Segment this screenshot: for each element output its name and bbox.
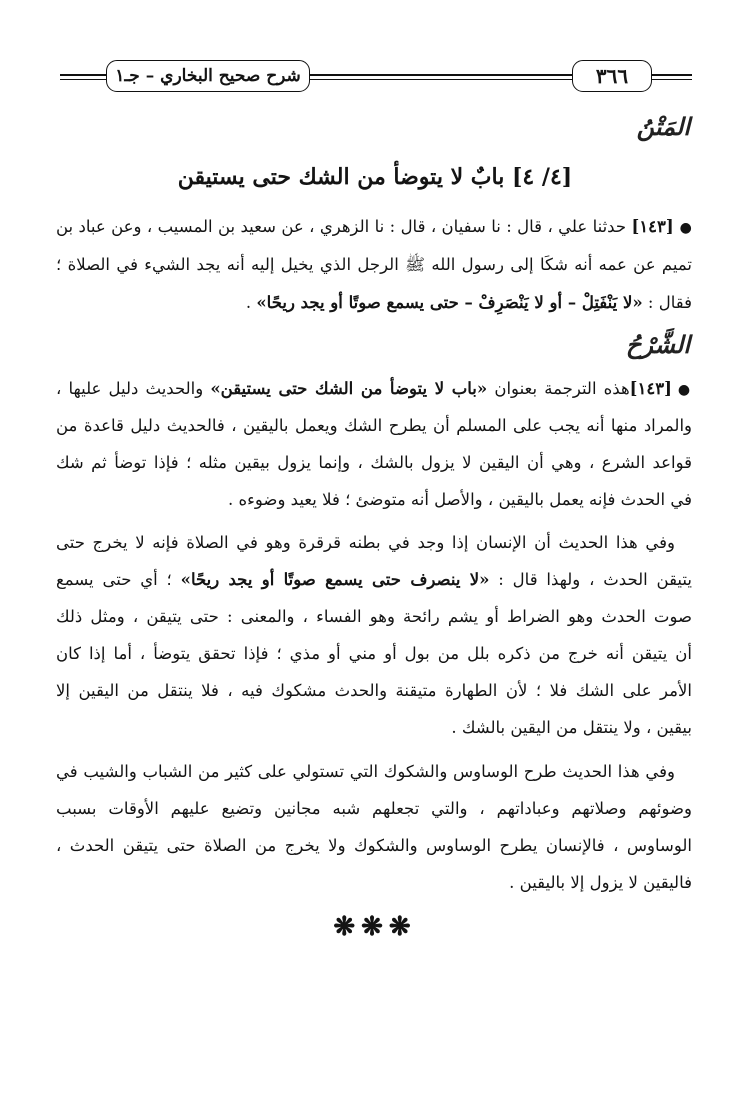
header-rule-right-thin (650, 79, 692, 80)
header-rule-middle (308, 74, 574, 76)
sharh-p3-line-1: وفي هذا الحديث طرح الوساوس والشكوك التي تستولي على كثير من الشباب والشيب في (56, 762, 675, 781)
sharh-p3-line-3: الوساوس ، فالإنسان يطرح الوساوس والشكوك ولا يخرج من الصلاة حتى يتيقن الحدث ، (56, 836, 692, 855)
sharh-p3-line-2: وضوئهم وصلاتهم وعباداتهم ، والتي تجعلهم شبه مجانين وتضيع عليهم الأوقات بسبب (56, 799, 692, 818)
sharh-p2-line-4: أن يتيقن أنه خرج من ذكره بلل من بول أو مني أو مذي ؛ فإذا تحقق يتوضأ ، أما إذا كان (56, 644, 692, 663)
sharh-p1-line-2: والمراد منها أنه يجب على المسلم أن يطرح الشك ويعمل باليقين ، فالحديث دليل قاعدة من (56, 416, 692, 435)
hadith-quote-repeat: «لا ينصرف حتى يسمع صوتًا أو يجد ريحًا» (180, 570, 490, 589)
hadith-line-1: ●[١٤٣] حدثنا علي ، قال : نا سفيان ، قال : نا الزهري ، عن سعيد بن المسيب ، وعن عباد بن (56, 217, 692, 236)
header-rule-left-thin (60, 79, 108, 80)
header-rule-middle-thin (308, 79, 574, 80)
running-header-title: شرح صحيح البخاري – جـ١ (106, 60, 310, 92)
header-rule-left (60, 74, 108, 76)
sharh-number: [١٤٣] (629, 379, 672, 398)
sharh-p2-line-5: الأمر على الشك فلا ؛ لأن الطهارة متيقنة والحدث مشكوك فيه ، فلا ينتقل من اليقين إلا (56, 681, 692, 700)
chapter-title: [٤/ ٤] بابٌ لا يتوضأ من الشك حتى يستيقن (177, 164, 573, 190)
sharh-p1-line-3: قواعد الشرع ، وهي أن اليقين لا يزول بالشك ، وإنما يزول بيقين مثله ؛ فإذا توضأ ثم شك (56, 453, 692, 472)
sharh-heading: الشَّرْحُ (625, 330, 690, 359)
sharh-p1-line-4: في الحدث فإنه يعمل باليقين ، والأصل أنه متوضئ ؛ فلا يعيد وضوءه . (228, 490, 692, 509)
end-ornament: ❋❋❋ (333, 912, 417, 942)
header-rule-right (650, 74, 692, 76)
sharh-p2-line-3: صوت الحدث وهو الضراط أو يشم رائحة وهو الفساء ، والمعنى : حتى يتيقن ، ومثل ذلك (56, 607, 692, 626)
sharh-p3-line-4: فاليقين لا يزول إلا باليقين . (509, 873, 692, 892)
hadith-quote: «لا يَنْفَتِلْ – أو لا يَنْصَرِفْ – حتى يسمع صوتًا أو يجد ريحًا» (256, 293, 643, 312)
bullet-icon: ● (677, 382, 692, 398)
hadith-number: [١٤٣] (631, 217, 674, 236)
bullet-icon: ● (679, 220, 692, 236)
page-number: ٣٦٦ (572, 60, 652, 92)
sharh-p2-line-2: يتيقن الحدث ، ولهذا قال : «لا ينصرف حتى يسمع صوتًا أو يجد ريحًا» ؛ أي حتى يسمع (56, 570, 692, 589)
sharh-p2-line-1: وفي هذا الحديث أن الإنسان إذا وجد في بطنه قرقرة وهو في الصلاة فإنه لا يخرج حتى (56, 533, 675, 552)
matn-heading: المَتْنُ (636, 112, 690, 141)
sharh-p1-line-1: ●[١٤٣]هذه الترجمة بعنوان «باب لا يتوضأ من الشك حتى يستيقن» والحديث دليل عليها ، (56, 379, 692, 398)
hadith-line-3: فقال : «لا يَنْفَتِلْ – أو لا يَنْصَرِفْ – حتى يسمع صوتًا أو يجد ريحًا» . (245, 293, 692, 312)
chapter-quote: «باب لا يتوضأ من الشك حتى يستيقن» (210, 379, 488, 398)
hadith-line-2: تميم عن عمه أنه شكَا إلى رسول الله ﷺ الرجل الذي يخيل إليه أنه يجد الشيء في الصلاة ؛ (56, 255, 692, 274)
sharh-p2-line-6: بيقين ، ولا ينتقل من اليقين بالشك . (451, 718, 692, 737)
